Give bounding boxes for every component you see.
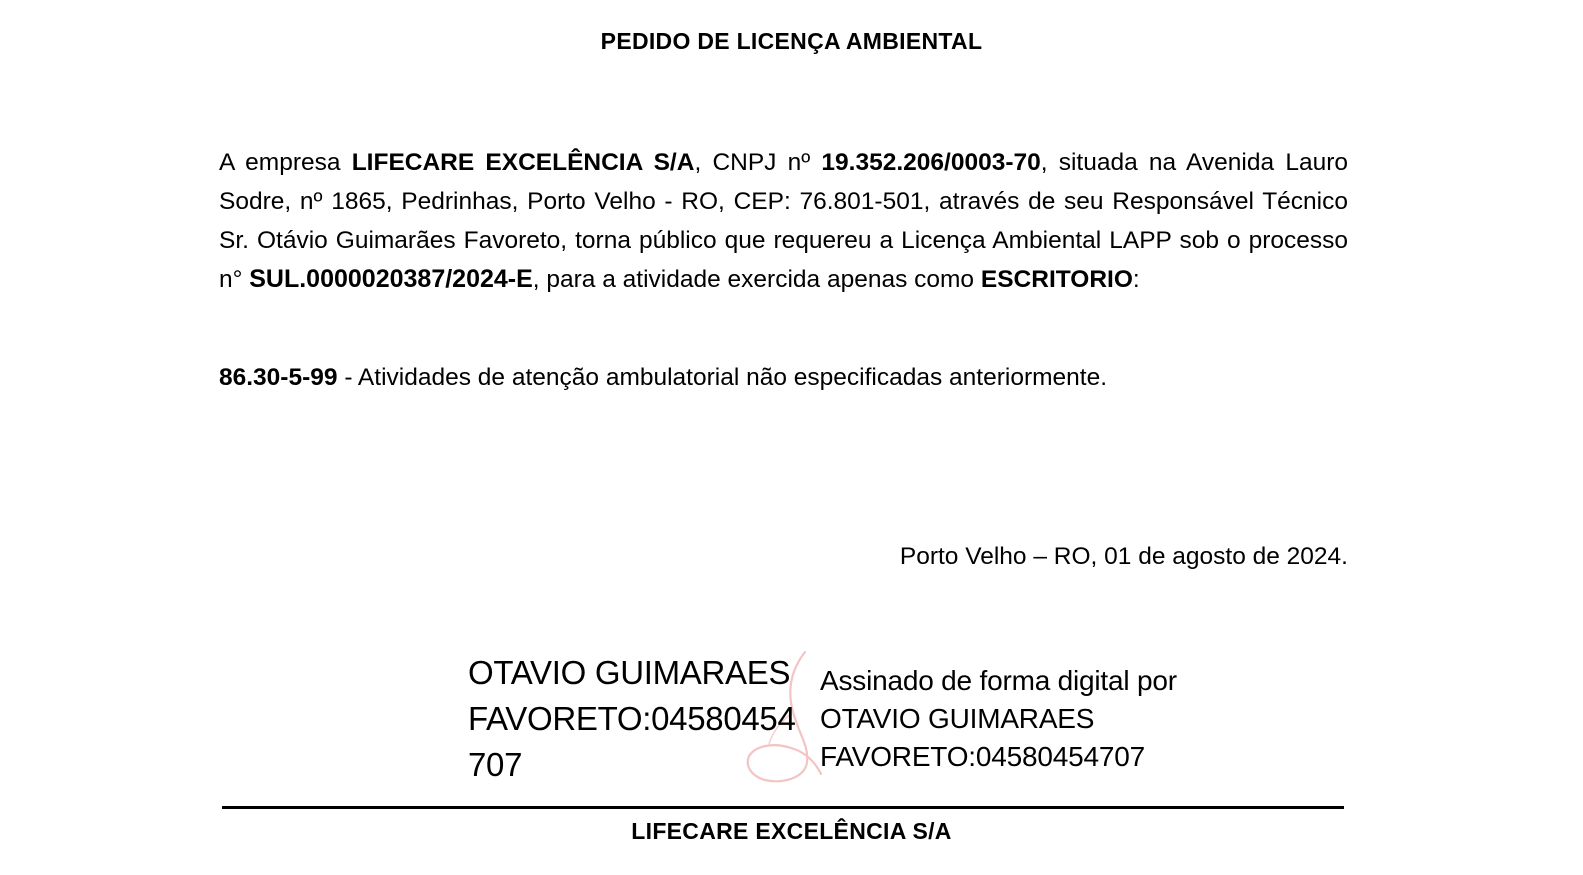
address-text: , situada na Avenida Lauro Sodre, nº 1865, Pedrinhas, Porto Velho - RO, CEP: 76.801-501, através de seu Responsável Técnico Sr. Otávio Guimarães Favoreto, torna público que requereu a Licença Ambiental LAPP sob o processo n° <box>219 149 1348 293</box>
cnpj-number: 19.352.206/0003-70 <box>821 149 1041 176</box>
colon: : <box>1132 266 1140 293</box>
footer-company-name: LIFECARE EXCELÊNCIA S/A <box>631 818 952 844</box>
body-paragraph <box>219 143 1348 299</box>
activity-intro: , para a atividade exercida apenas como <box>532 266 981 293</box>
activity-type: ESCRITORIO <box>980 266 1133 293</box>
company-name: LIFECARE EXCELÊNCIA S/A <box>351 149 695 176</box>
signer-name: OTAVIO GUIMARAES FAVORETO:04580454707 <box>468 654 796 783</box>
date-line: Porto Velho – RO, 01 de agosto de 2024. <box>899 543 1348 570</box>
cnpj-label: , CNPJ nº <box>694 149 822 176</box>
digital-signature-note: Assinado de forma digital por OTAVIO GUIMARAES FAVORETO:04580454707 <box>820 665 1177 772</box>
digital-signature <box>468 650 1177 790</box>
document-title: PEDIDO DE LICENÇA AMBIENTAL <box>600 28 983 54</box>
process-number: SUL.0000020387/2024-E <box>249 265 533 293</box>
activity-description: - Atividades de atenção ambulatorial não especificadas anteriormente. <box>337 364 1108 391</box>
activity-line <box>219 358 1348 397</box>
intro-text: A empresa <box>219 149 352 176</box>
activity-code: 86.30-5-99 <box>219 364 338 391</box>
signature-line <box>222 806 1344 809</box>
